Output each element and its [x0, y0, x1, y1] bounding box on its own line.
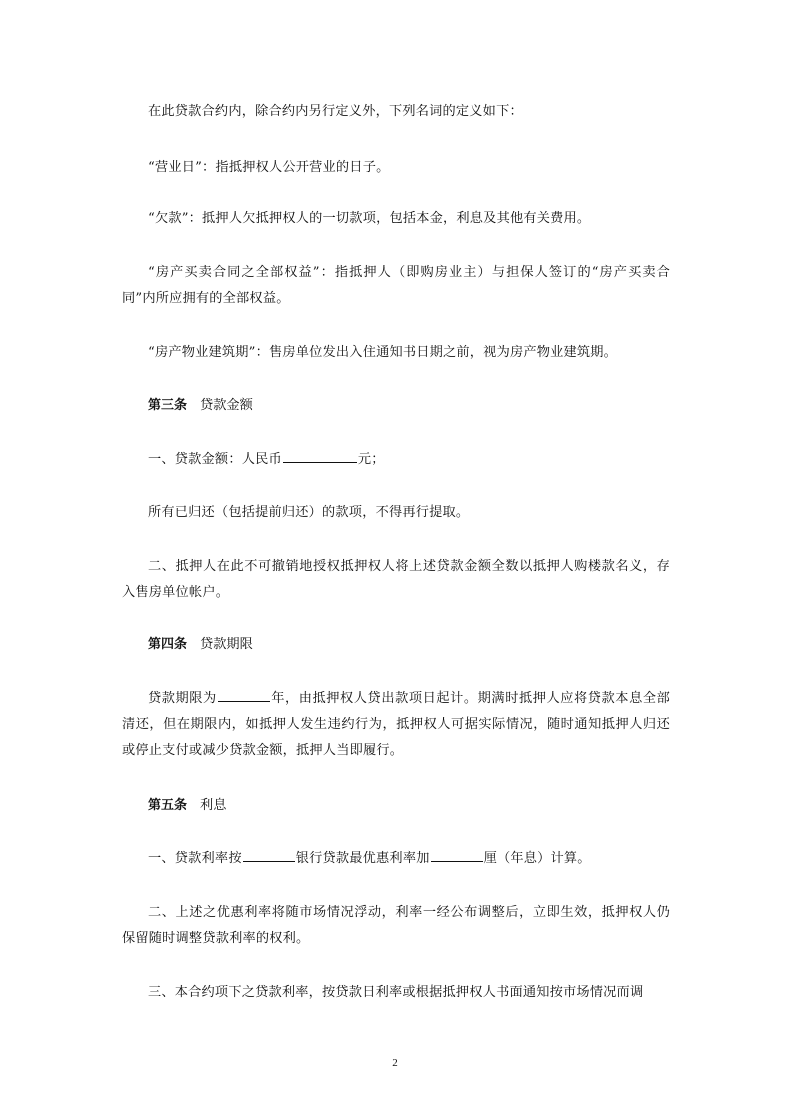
- article-5-heading: [148, 793, 226, 819]
- definition-business-day: “营业日”：指抵押权人公开营业的日子。: [148, 160, 390, 175]
- article-title: 利息: [200, 798, 227, 813]
- rate-blank: [431, 847, 483, 862]
- item-text: 银行贷款最优惠利率加: [295, 851, 430, 866]
- definition-debt: “欠款”：抵押人欠抵押权人的一切款项，包括本金，利息及其他有关费用。: [148, 211, 591, 226]
- item-text: 元；: [357, 452, 385, 467]
- article-title: 贷款金额: [200, 398, 253, 413]
- article-5-item-3: 三、本合约项下之贷款利率，按贷款日利率或根据抵押权人书面通知按市场情况而调: [148, 985, 644, 1000]
- article-3-item-2: 二、抵押人在此不可撤销地授权抵押权人将上述贷款金额全数以抵押人购楼款名义，存入售房单位帐户。: [122, 559, 670, 600]
- article-5-item-2: 二、上述之优惠利率将随市场情况浮动，利率一经公布调整后，立即生效，抵押权人仍保留随时调整贷款利率的权利。: [122, 905, 670, 946]
- article-number: 第五条: [148, 798, 188, 813]
- article-number: 第四条: [148, 637, 188, 652]
- article-number: 第三条: [148, 398, 188, 413]
- item-text: 年，由抵押权人贷出款项日起计。期满时抵押人应将贷款本息全部清还，但在期限内，如抵押人发生违约行为，抵押权人可据实际情况，随时通知抵押人归还或停止支付或减少贷款金额，抵押人当即履行。: [122, 691, 670, 758]
- bank-blank: [243, 847, 295, 862]
- definition-all-rights: “房产买卖合同之全部权益”：指抵押人（即购房业主）与担保人签订的“房产买卖合同”内所应拥有的全部权益。: [122, 265, 670, 306]
- article-5-item-1: [122, 846, 670, 872]
- article-4-heading: [148, 632, 253, 658]
- article-4-text: [122, 686, 670, 764]
- term-blank: [218, 687, 270, 702]
- article-title: 贷款期限: [200, 637, 253, 652]
- definition-construction-period: “房产物业建筑期”：售房单位发出入住通知书日期之前，视为房产物业建筑期。: [148, 345, 618, 360]
- item-text: 一、贷款金额：人民币: [148, 452, 282, 467]
- page-number: 2: [392, 1057, 398, 1069]
- article-3-note: 所有已归还（包括提前归还）的款项，不得再行提取。: [148, 505, 470, 520]
- article-3-heading: [148, 393, 253, 419]
- item-text: 厘（年息）计算。: [483, 851, 591, 866]
- definitions-intro: 在此贷款合约内，除合约内另行定义外，下列名词的定义如下：: [148, 104, 523, 119]
- article-3-item-1: [122, 447, 670, 473]
- item-text: 一、贷款利率按: [148, 851, 242, 866]
- amount-blank: [283, 448, 357, 463]
- item-text: 贷款期限为: [148, 691, 217, 706]
